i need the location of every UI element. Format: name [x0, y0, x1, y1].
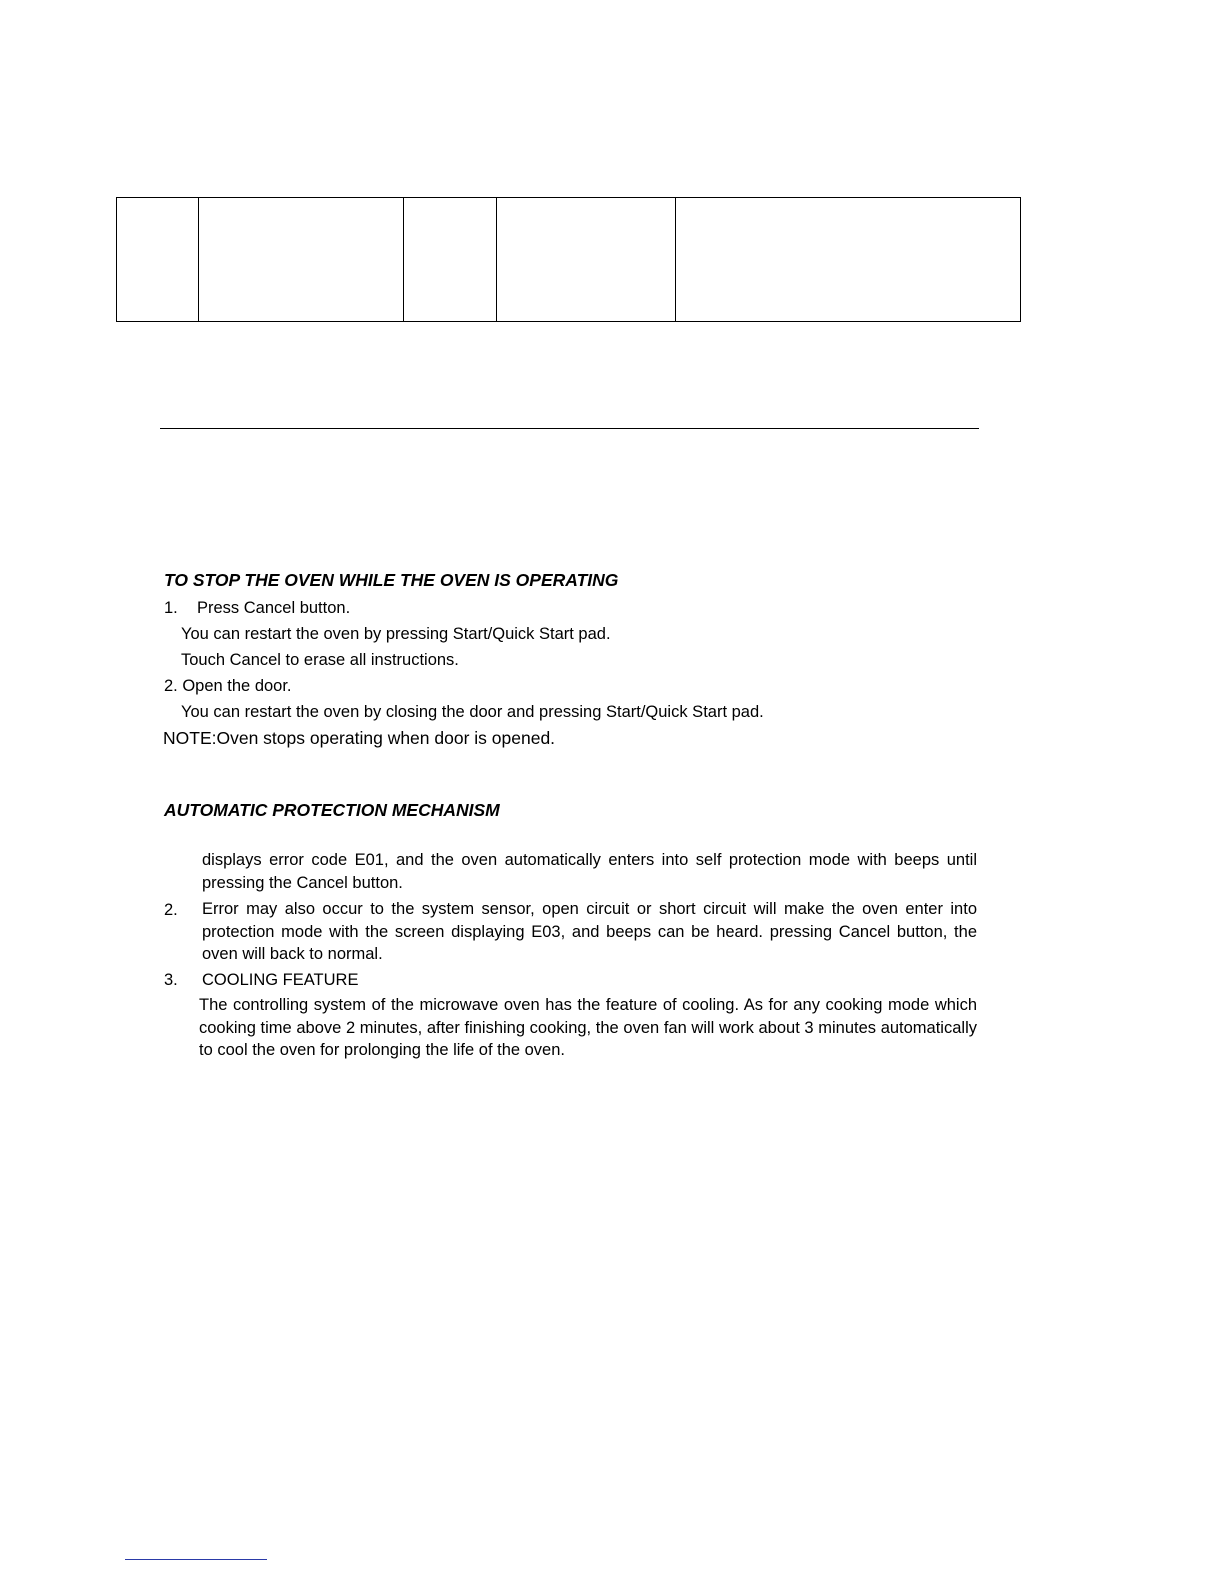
footer-divider: [125, 1559, 267, 1560]
protection-item1-continuation: displays error code E01, and the oven automatically enters into self protection mode with beeps until pressing the Cancel button.: [202, 851, 977, 892]
stop-item2-text: 2. Open the door.: [164, 677, 292, 695]
stop-item2-subtext: You can restart the oven by closing the door and pressing Start/Quick Start pad.: [181, 703, 764, 721]
stop-note: NOTE:Oven stops operating when door is opened.: [163, 728, 556, 748]
table-column-divider: [403, 198, 404, 321]
stop-item1-text: Press Cancel button.: [197, 599, 351, 617]
protection-item2-number: 2.: [164, 901, 178, 919]
protection-item3-text: The controlling system of the microwave oven has the feature of cooling. As for any cooking mode which cooking time above 2 minutes, after finishing cooking, the oven fan will work about 3 minutes automatically to cool the oven for prolonging the life of the oven.: [199, 996, 977, 1059]
protection-section-heading: AUTOMATIC PROTECTION MECHANISM: [164, 800, 500, 820]
protection-item3-number: 3.: [164, 971, 178, 989]
stop-section-heading: TO STOP THE OVEN WHILE THE OVEN IS OPERATING: [164, 570, 619, 590]
empty-table: [116, 197, 1021, 322]
table-column-divider: [675, 198, 676, 321]
stop-item1-subtext: You can restart the oven by pressing Start/Quick Start pad.: [181, 625, 611, 643]
table-column-divider: [198, 198, 199, 321]
stop-item1-number: 1.: [164, 599, 178, 617]
protection-item3-title: COOLING FEATURE: [202, 971, 359, 989]
horizontal-divider: [160, 428, 979, 429]
stop-item1-subtext: Touch Cancel to erase all instructions.: [181, 651, 459, 669]
protection-item2-text: Error may also occur to the system sensor, open circuit or short circuit will make the oven enter into protection mode with the screen displaying E03, and beeps can be heard. pressing Cancel button, the oven will back to normal.: [202, 900, 977, 963]
table-column-divider: [496, 198, 497, 321]
